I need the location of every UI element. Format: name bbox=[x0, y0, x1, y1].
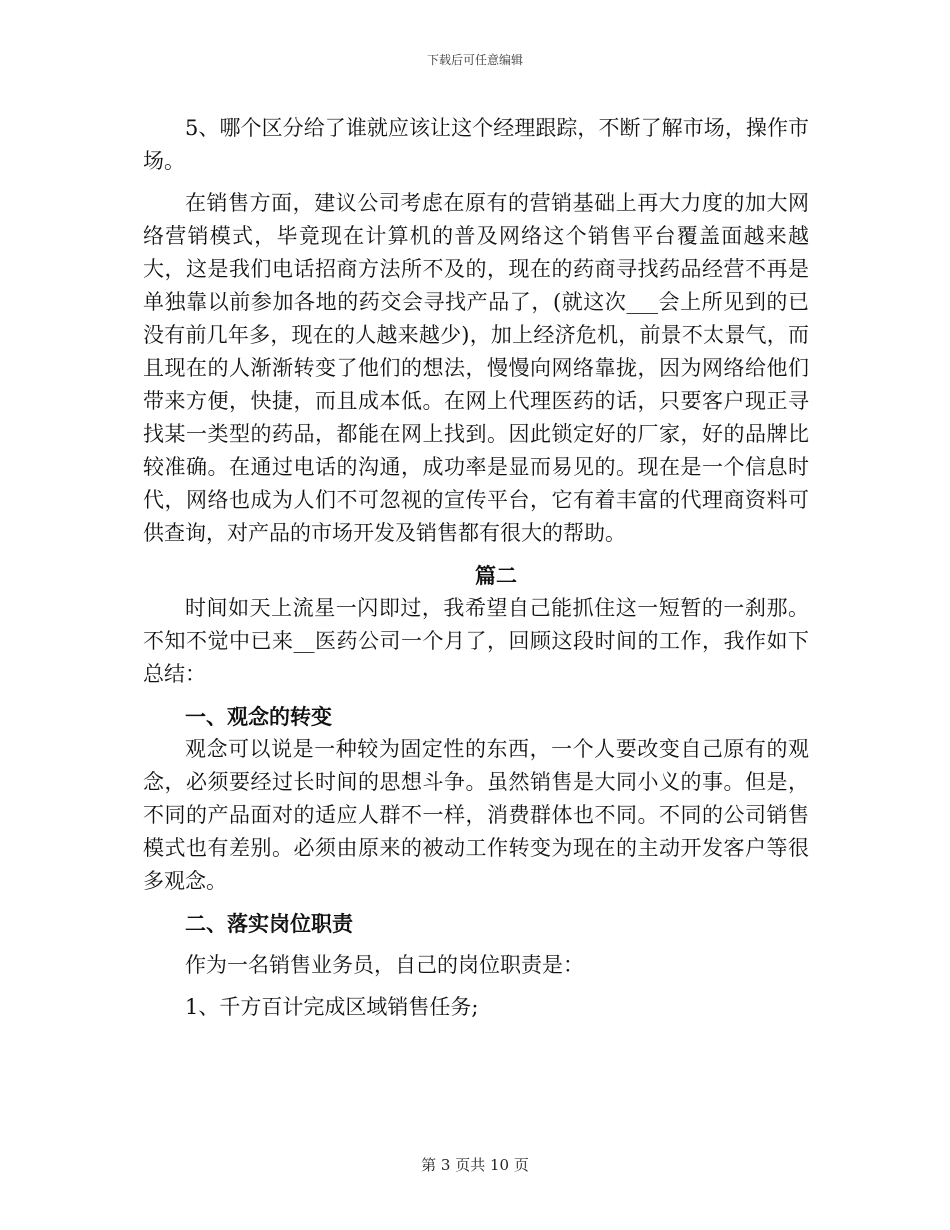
heading-duties: 二、落实岗位职责 bbox=[185, 911, 353, 936]
page-header-note: 下载后可任意编辑 bbox=[426, 53, 523, 67]
section-title: 篇二 bbox=[475, 563, 517, 588]
document-body bbox=[143, 112, 809, 1024]
paragraph-sales-suggestion: 在销售方面，建议公司考虑在原有的营销基础上再大力度的加大网络营销模式，毕竟现在计算机的普及网络这个销售平台覆盖面越来越大，这是我们电话招商方法所不及的，现在的药商寻找药品经营不再是单独靠以前参加各地的药交会寻找产品了，(就这次___会上所见到的已没有前几年多，现在的人越来越少)，加上经济危机，前景不太景气，而且现在的人渐渐转变了他们的想法，慢慢向网络靠拢，因为网络给他们带来方便，快捷，而且成本低。在网上代理医药的话，只要客户现正寻找某一类型的药品，都能在网上找到。因此锁定好的厂家，好的品牌比较准确。在通过电话的沟通，成功率是显而易见的。现在是一个信息时代，网络也成为人们不可忽视的宣传平台，它有着丰富的代理商资料可供查询，对产品的市场开发及销售都有很大的帮助。 bbox=[143, 191, 809, 545]
paragraph-concept: 观念可以说是一种较为固定性的东西，一个人要改变自己原有的观念，必须要经过长时间的思想斗争。虽然销售是大同小义的事。但是，不同的产品面对的适应人群不一样，消费群体也不同。不同的公司销售模式也有差别。必须由原来的被动工作转变为现在的主动开发客户等很多观念。 bbox=[143, 737, 809, 893]
paragraph-intro: 时间如天上流星一闪即过，我希望自己能抓住这一短暂的一刹那。不知不觉中已来__医药公司一个月了，回顾这段时间的工作，我作如下总结： bbox=[143, 596, 809, 686]
page-number: 第 3 页共 10 页 bbox=[421, 1156, 529, 1174]
paragraph-duties-intro: 作为一名销售业务员，自己的岗位职责是： bbox=[185, 953, 584, 977]
heading-concept-change: 一、观念的转变 bbox=[185, 704, 332, 729]
paragraph-item-5: 5、哪个区分给了谁就应该让这个经理跟踪，不断了解市场，操作市场。 bbox=[143, 116, 809, 173]
paragraph-duty-1: 1、千方百计完成区域销售任务; bbox=[185, 995, 479, 1019]
